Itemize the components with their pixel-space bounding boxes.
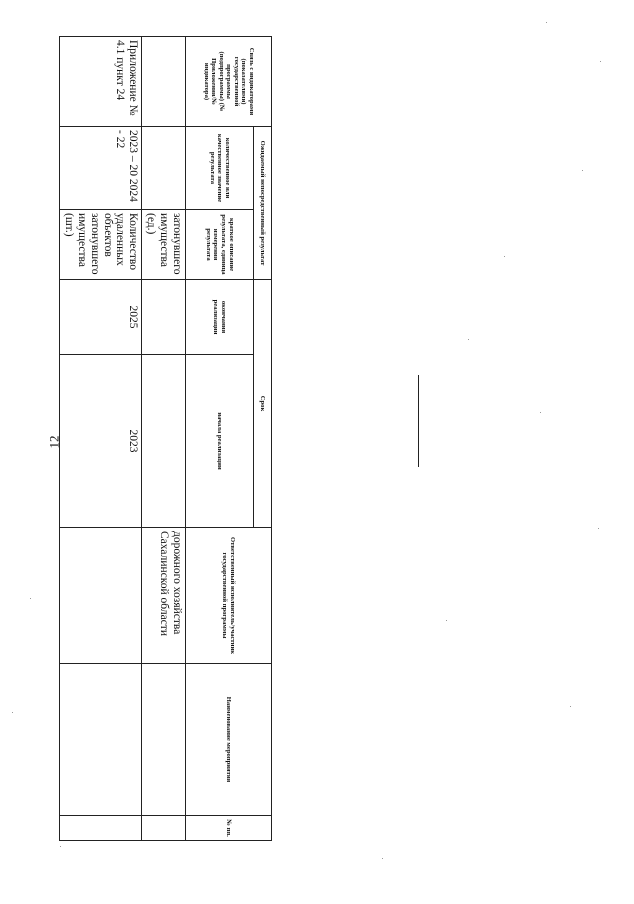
row1-name xyxy=(142,664,186,816)
header-term: Срок xyxy=(254,280,272,528)
row1-num xyxy=(142,816,186,841)
results-table xyxy=(59,36,272,841)
row1-value xyxy=(142,127,186,210)
header-value: количественное или качественное значение результата xyxy=(186,127,254,210)
header-link: Связь с индикаторами (показателями) государственной программы (подпрограммы) (№ Приложения/№ индикатора) xyxy=(186,37,272,127)
row1-term-start xyxy=(142,355,186,528)
header-short-desc: краткое описание результата, единица измерения результата xyxy=(186,210,254,280)
margin-line xyxy=(418,375,419,467)
row1-term-end xyxy=(142,280,186,355)
row1-short-desc: затонувшего имущества (ед.) xyxy=(142,210,186,280)
row1-link xyxy=(142,37,186,127)
row2-term-start: 2023 xyxy=(60,355,142,528)
row2-value: 2023 – 20 2024 - 22 xyxy=(60,127,142,210)
results-table-rotated xyxy=(63,36,272,840)
row2-term-end: 2025 xyxy=(60,280,142,355)
row2-short-desc: Количество удаленных объектов затонувшего имущества (шт.) xyxy=(60,210,142,280)
row2-responsible xyxy=(60,528,142,664)
header-expected: Ожидаемый непосредственный результат xyxy=(254,127,272,280)
header-responsible: Ответственный исполнитель/участник государственной программы xyxy=(186,528,272,664)
header-num: № пп. xyxy=(186,816,272,841)
row2-link: Приложение № 4.1 пункт 24 xyxy=(60,37,142,127)
header-term-end: окончания реализации xyxy=(186,280,254,355)
header-name: Наименование мероприятия xyxy=(186,664,272,816)
row2-num xyxy=(60,816,142,841)
row2-name xyxy=(60,664,142,816)
header-term-start: начала реализации xyxy=(186,355,254,528)
page-number: 12 xyxy=(46,435,62,449)
row1-responsible: дорожного хозяйства Сахалинской области xyxy=(142,528,186,664)
